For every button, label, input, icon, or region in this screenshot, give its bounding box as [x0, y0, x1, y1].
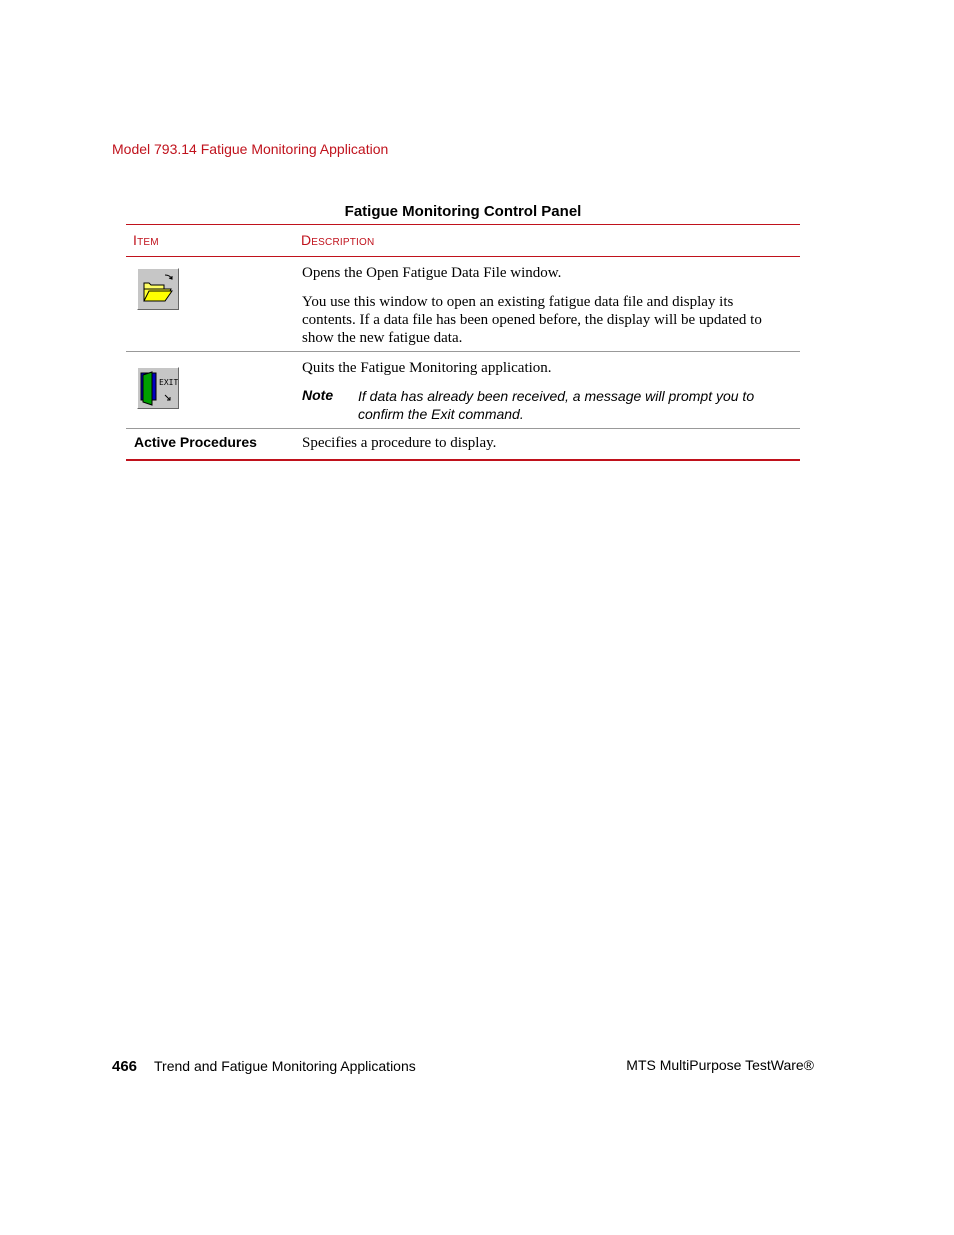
running-head: Model 793.14 Fatigue Monitoring Application — [112, 141, 389, 157]
note-text: If data has already been received, a message will prompt you to confirm the Exit command. — [358, 388, 755, 422]
table-row — [126, 257, 800, 352]
row-description — [302, 359, 790, 377]
open-folder-icon — [137, 268, 179, 310]
table-title: Fatigue Monitoring Control Panel — [344, 203, 582, 220]
column-header-description: Description — [301, 232, 375, 248]
footer-product: MTS MultiPurpose TestWare® — [626, 1057, 814, 1073]
page-number: 466 — [112, 1058, 138, 1075]
column-header-item: Item — [133, 232, 159, 248]
description-text: You use this window to open an existing fatigue data file and display its contents. If a data file has been opened before, the display will be updated to show the new fatigue data. — [302, 294, 762, 346]
description-text: Quits the Fatigue Monitoring application. — [302, 360, 552, 376]
table-row — [126, 429, 800, 461]
table-header — [126, 224, 800, 257]
exit-icon-label: EXIT — [159, 378, 178, 387]
note-label: Note — [302, 387, 334, 403]
description-text: Opens the Open Fatigue Data File window. — [302, 265, 562, 281]
row-description — [302, 434, 790, 452]
row-description — [302, 264, 790, 347]
exit-door-icon — [137, 367, 179, 409]
item-label-active-procedures: Active Procedures — [134, 434, 257, 450]
description-text: Specifies a procedure to display. — [302, 435, 497, 451]
table-row — [126, 352, 800, 429]
control-panel-table — [126, 224, 800, 461]
footer-chapter: Trend and Fatigue Monitoring Applications — [154, 1058, 416, 1074]
